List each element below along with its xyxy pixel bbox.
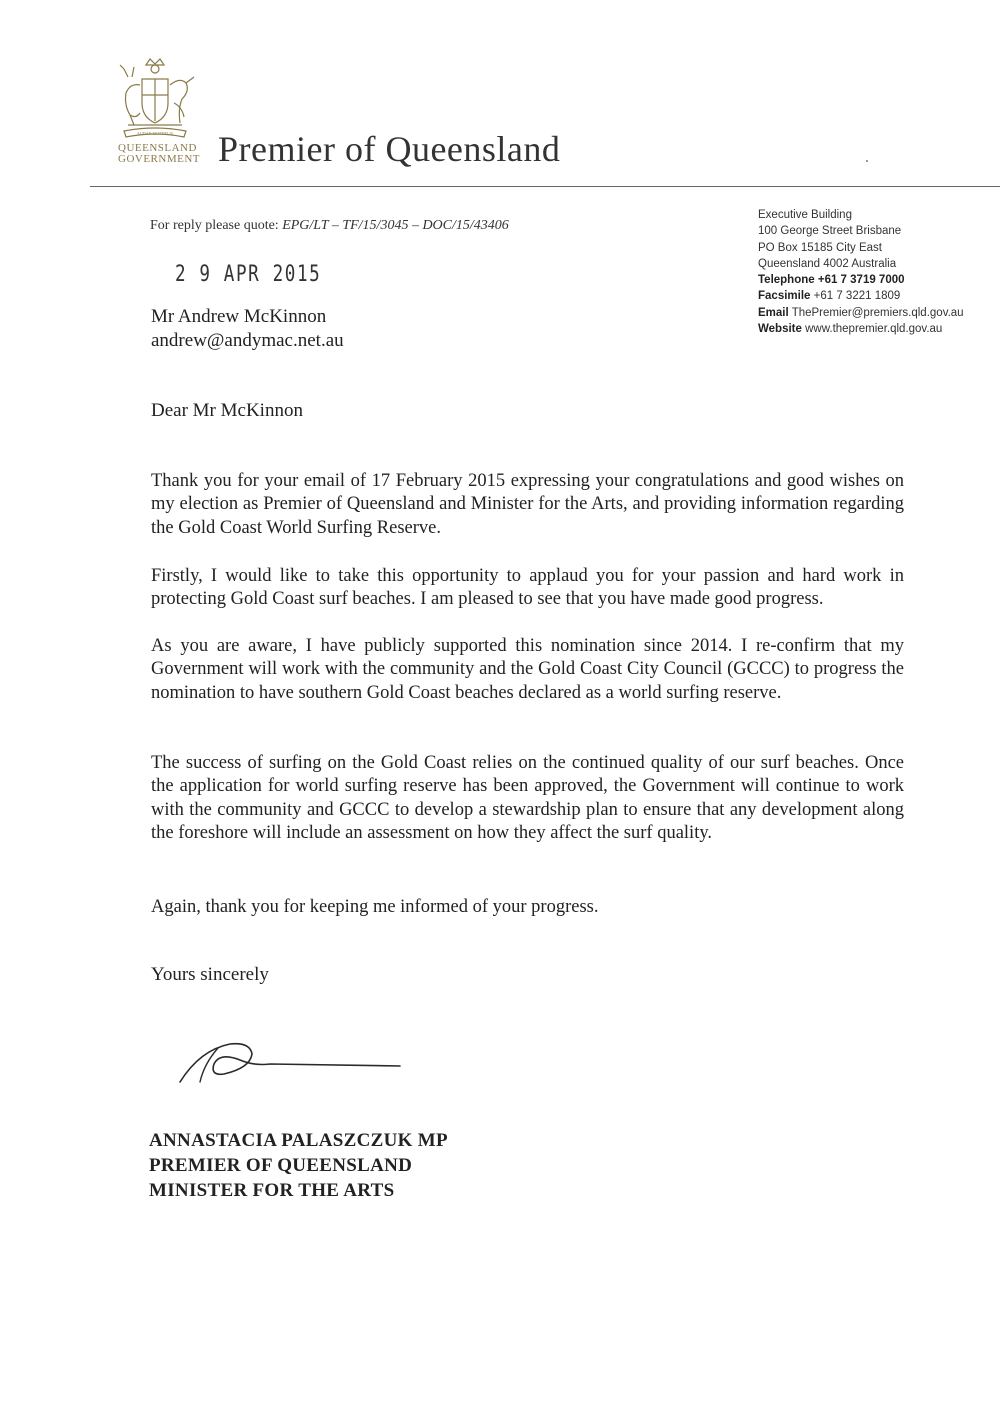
signatory-block bbox=[149, 1128, 448, 1203]
email-label: Email bbox=[758, 306, 789, 319]
letterhead-divider bbox=[90, 186, 1000, 187]
reply-quote-reference: EPG/LT – TF/15/3045 – DOC/15/43406 bbox=[282, 218, 509, 233]
svg-text:AUDAX AT FIDELIS: AUDAX AT FIDELIS bbox=[137, 131, 173, 136]
body-paragraph-3: As you are aware, I have publicly supported this nomination since 2014. I re-confirm that my Government will work with the community and the Gold Coast City Council (GCCC) to progress the nomination to have southern Gold Coast beaches declared as a world surfing reserve. bbox=[151, 636, 904, 703]
recipient-name: Mr Andrew McKinnon bbox=[151, 306, 327, 327]
sender-address-block bbox=[758, 207, 964, 337]
address-po-box: PO Box 15185 City East bbox=[758, 241, 883, 254]
crest-line-2: GOVERNMENT bbox=[118, 153, 200, 165]
recipient-block bbox=[151, 305, 344, 353]
facsimile-label: Facsimile bbox=[758, 290, 811, 303]
address-telephone bbox=[758, 272, 964, 288]
closing: Yours sincerely bbox=[151, 964, 269, 985]
telephone-value: +61 7 3719 7000 bbox=[817, 274, 905, 287]
website-value: www.thepremier.qld.gov.au bbox=[805, 323, 943, 336]
reply-quote-label: For reply please quote: bbox=[150, 218, 279, 233]
crest-line-1: QUEENSLAND bbox=[118, 142, 197, 154]
address-building: Executive Building bbox=[758, 209, 852, 221]
address-facsimile bbox=[758, 288, 964, 304]
queensland-crest-logo bbox=[110, 55, 200, 150]
signatory-title-2: MINISTER FOR THE ARTS bbox=[149, 1180, 395, 1201]
telephone-label: Telephone bbox=[758, 274, 815, 287]
letterhead-title: Premier of Queensland bbox=[218, 129, 561, 169]
email-value: ThePremier@premiers.qld.gov.au bbox=[791, 306, 964, 319]
scan-mark bbox=[866, 160, 868, 162]
body-paragraph-5: Again, thank you for keeping me informed of your progress. bbox=[151, 897, 599, 917]
facsimile-value: +61 7 3221 1809 bbox=[813, 290, 901, 303]
date-stamp: 2 9 APR 2015 bbox=[175, 262, 322, 287]
crest-caption bbox=[118, 143, 208, 165]
handwritten-signature bbox=[170, 1030, 410, 1090]
website-label: Website bbox=[758, 323, 802, 336]
signatory-name: ANNASTACIA PALASZCZUK MP bbox=[149, 1130, 448, 1151]
address-website bbox=[758, 321, 964, 337]
signatory-title-1: PREMIER OF QUEENSLAND bbox=[149, 1155, 413, 1176]
reply-quote-line bbox=[150, 218, 509, 234]
address-street: 100 George Street Brisbane bbox=[758, 225, 902, 238]
body-paragraph-2: Firstly, I would like to take this opportunity to applaud you for your passion and hard work in protecting Gold Coast surf beaches. I am pleased to see that you have made good progress. bbox=[151, 566, 904, 610]
recipient-email: andrew@andymac.net.au bbox=[151, 330, 344, 351]
body-paragraph-1: Thank you for your email of 17 February 2015 expressing your congratulations and good wishes on my election as Premier of Queensland and Minister for the Arts, and providing information regarding the Gold Coast World Surfing Reserve. bbox=[151, 471, 904, 538]
address-email bbox=[758, 305, 964, 321]
salutation: Dear Mr McKinnon bbox=[151, 400, 303, 421]
body-paragraph-4: The success of surfing on the Gold Coast relies on the continued quality of our surf beaches. Once the application for world surfing reserve has been approved, the Government will continue to work with the community and GCCC to develop a stewardship plan to ensure that any development along the foreshore will include an assessment on how they affect the surf quality. bbox=[151, 753, 904, 843]
address-state: Queensland 4002 Australia bbox=[758, 257, 897, 270]
